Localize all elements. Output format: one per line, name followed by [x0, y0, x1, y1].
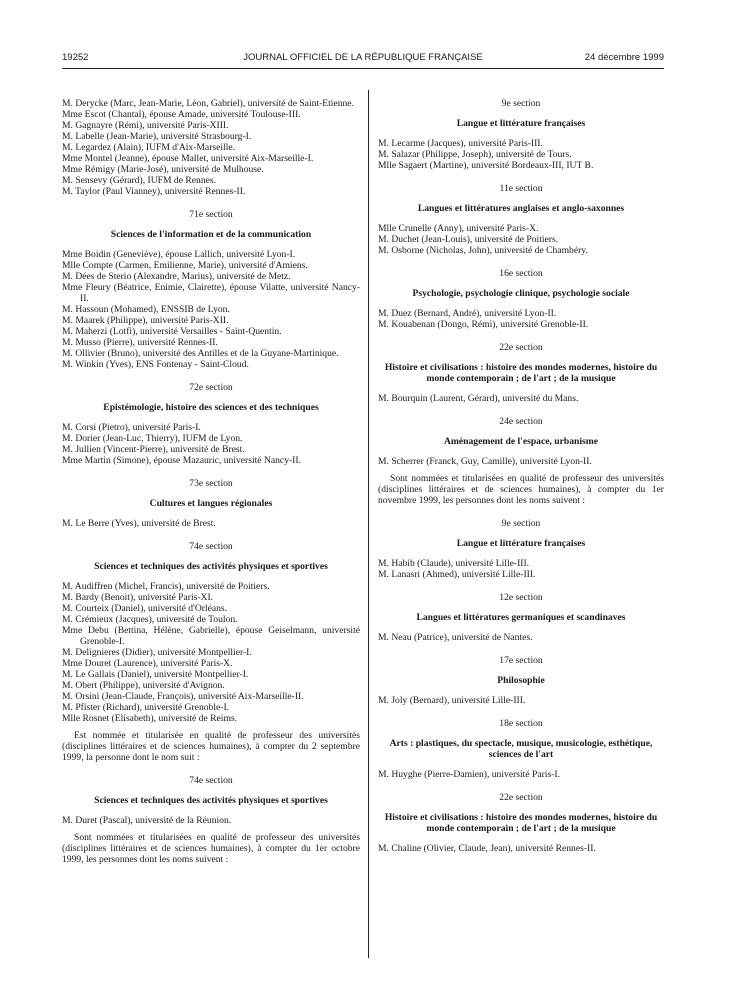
decree-paragraph: Sont nommées et titularisées en qualité de professeur des universités (disciplines littéraires et de sciences humaines), à compter du 1er novembre 1999, les personnes dont les noms suivent : — [378, 473, 664, 506]
appointment-entry: M. Orsini (Jean-Claude, François), université Aix-Marseille-II. — [62, 691, 304, 702]
appointment-entry: M. Obert (Philippe), université d'Avignon. — [62, 680, 225, 691]
section-heading: 22e section — [499, 342, 543, 353]
appointment-entry: Mlle Crunelle (Anny), université Paris-X. — [378, 223, 539, 234]
discipline-title: Langues et littératures anglaises et anglo-saxonnes — [417, 203, 625, 214]
appointment-entry: M. Bourquin (Laurent, Gérard), université du Mans. — [378, 393, 579, 404]
section-heading: 18e section — [499, 718, 543, 729]
discipline-title: Langues et littératures germaniques et scandinaves — [416, 612, 626, 623]
appointment-entry: M. Le Gallais (Daniel), université Montpellier-I. — [62, 669, 249, 680]
section-heading: 74e section — [189, 775, 233, 786]
appointment-entry: M. Taylor (Paul Vianney), université Rennes-II. — [62, 186, 246, 197]
section-heading: 16e section — [499, 268, 543, 279]
section-heading: 72e section — [189, 382, 233, 393]
decree-paragraph: Est nommée et titularisée en qualité de professeur des universités (disciplines littéraires et de sciences humaines), à compter du 2 septembre 1999, la personne dont le nom suit : — [62, 730, 360, 763]
appointment-entry: M. Crémieux (Jacques), université de Toulon. — [62, 614, 238, 625]
discipline-title: Sciences et techniques des activités physiques et sportives — [94, 795, 328, 806]
appointment-entry: M. Duez (Bernard, André), université Lyon-II. — [378, 308, 557, 319]
section-heading: 71e section — [189, 209, 233, 220]
appointment-entry: Mme Martin (Simone), épouse Mazauric, université Nancy-II. — [62, 455, 301, 466]
appointment-entry: Mlle Sagaert (Martine), université Bordeaux-III, IUT B. — [378, 160, 594, 171]
discipline-title: Langue et littérature françaises — [456, 118, 586, 129]
appointment-entry: M. Bardy (Benoit), université Paris-XI. — [62, 592, 214, 603]
appointment-entry: M. Corsi (Pietro), université Paris-I. — [62, 422, 201, 433]
appointment-entry: M. Maherzi (Lotfi), université Versailles - Saint-Quentin. — [62, 326, 282, 337]
section-heading: 24e section — [499, 416, 543, 427]
discipline-title: Cultures et langues régionales — [149, 498, 273, 509]
appointment-entry: M. Kouabenan (Dongo, Rémi), université Grenoble-II. — [378, 319, 589, 330]
section-heading: 9e section — [501, 518, 541, 529]
section-heading: 74e section — [189, 541, 233, 552]
discipline-title: Philosophie — [497, 675, 545, 686]
appointment-entry: M. Maarek (Philippe), université Paris-XII. — [62, 315, 229, 326]
appointment-entry: M. Hassoun (Mohamed), ENSSIB de Lyon. — [62, 304, 230, 315]
appointment-entry: M. Audiffren (Michel, Francis), université de Poitiers. — [62, 581, 270, 592]
appointment-entry: M. Lecarme (Jacques), université Paris-III. — [378, 138, 543, 149]
discipline-title: Sciences et techniques des activités physiques et sportives — [94, 561, 328, 572]
discipline-title: Langue et littérature françaises — [456, 538, 586, 549]
appointment-entry: M. Neau (Patrice), université de Nantes. — [378, 632, 533, 643]
appointment-entry: Mme Fleury (Béatrice, Enimie, Clairette), épouse Vilatte, université Nancy-II. — [62, 282, 360, 304]
appointment-entry: M. Legardez (Alain), IUFM d'Aix-Marseille. — [62, 142, 236, 153]
appointment-entry: M. Labelle (Jean-Marie), université Strasbourg-I. — [62, 131, 252, 142]
appointment-entry: M. Ollivier (Bruno), université des Antilles et de la Guyane-Martinique. — [62, 348, 339, 359]
section-heading: 12e section — [499, 592, 543, 603]
appointment-entry: M. Dées de Sterio (Alexandre, Marius), université de Metz. — [62, 271, 291, 282]
page-header — [62, 52, 664, 66]
appointment-entry: M. Delignieres (Didier), université Montpellier-I. — [62, 647, 252, 658]
journal-title: JOURNAL OFFICIEL DE LA RÉPUBLIQUE FRANÇAISE — [243, 52, 483, 63]
section-heading: 11e section — [499, 183, 543, 194]
appointment-entry: M. Duchet (Jean-Louis), université de Poitiers. — [378, 234, 559, 245]
appointment-entry: Mlle Compte (Carmen, Emilienne, Marie), université d'Amiens. — [62, 260, 308, 271]
appointment-entry: M. Salazar (Philippe, Joseph), université de Tours. — [378, 149, 572, 160]
discipline-title: Arts : plastiques, du spectacle, musique, musicologie, esthétique, sciences de l'art — [389, 738, 653, 760]
appointment-entry: Mme Escot (Chantal), épouse Amade, université Toulouse-III. — [62, 109, 301, 120]
appointment-entry: Mme Douret (Laurence), université Paris-X. — [62, 658, 233, 669]
discipline-title: Epistémologie, histoire des sciences et des techniques — [103, 402, 319, 413]
appointment-entry: M. Duret (Pascal), université de la Réunion. — [62, 815, 232, 826]
discipline-title: Histoire et civilisations : histoire des mondes modernes, histoire du monde contemporain ; de l'art ; de la musique — [384, 812, 658, 834]
right-column — [378, 98, 664, 854]
appointment-entry: M. Jullien (Vincent-Pierre), université de Brest. — [62, 444, 245, 455]
section-heading: 17e section — [499, 655, 543, 666]
appointment-entry: M. Gagnayre (Rémi), université Paris-XIII. — [62, 120, 229, 131]
section-heading: 73e section — [189, 478, 233, 489]
appointment-entry: M. Winkin (Yves), ENS Fontenay - Saint-Cloud. — [62, 359, 249, 370]
decree-paragraph: Sont nommées et titularisées en qualité de professeur des universités (disciplines littéraires et de sciences humaines), à compter du 1er octobre 1999, les personnes dont les noms suivent : — [62, 832, 360, 865]
appointment-entry: Mme Debu (Bettina, Hélène, Gabrielle), épouse Geiselmann, université Grenoble-I. — [62, 625, 360, 647]
appointment-entry: M. Habib (Claude), université Lille-III. — [378, 558, 530, 569]
appointment-entry: M. Musso (Pierre), université Rennes-II. — [62, 337, 218, 348]
appointment-entry: M. Le Berre (Yves), université de Brest. — [62, 518, 216, 529]
appointment-entry: M. Osborne (Nicholas, John), université de Chambéry. — [378, 245, 588, 256]
appointment-entry: M. Derycke (Marc, Jean-Marie, Léon, Gabriel), université de Saint-Etienne. — [62, 98, 354, 109]
appointment-entry: Mlle Rosnet (Elisabeth), université de Reims. — [62, 713, 238, 724]
appointment-entry: M. Courteix (Daniel), université d'Orléans. — [62, 603, 228, 614]
discipline-title: Histoire et civilisations : histoire des mondes modernes, histoire du monde contemporain ; de l'art ; de la musique — [384, 362, 658, 384]
section-heading: 9e section — [501, 98, 541, 109]
appointment-entry: M. Huyghe (Pierre-Damien), université Paris-I. — [378, 769, 560, 780]
appointment-entry: M. Lanasri (Ahmed), université Lille-III. — [378, 569, 536, 580]
appointment-entry: M. Joly (Bernard), université Lille-III. — [378, 695, 526, 706]
discipline-title: Aménagement de l'espace, urbanisme — [443, 436, 598, 447]
section-heading: 22e section — [499, 792, 543, 803]
page-number: 19252 — [62, 52, 89, 63]
header-rule — [62, 68, 664, 69]
appointment-entry: M. Sensevy (Gérard), IUFM de Rennes. — [62, 175, 217, 186]
appointment-entry: M. Pfister (Richard), université Grenoble-I. — [62, 702, 230, 713]
issue-date: 24 décembre 1999 — [584, 52, 664, 63]
column-divider — [368, 90, 369, 958]
appointment-entry: M. Scherrer (Franck, Guy, Camille), université Lyon-II. — [378, 456, 592, 467]
appointment-entry: M. Chaline (Olivier, Claude, Jean), université Rennes-II. — [378, 843, 596, 854]
appointment-entry: Mme Montel (Jeanne), épouse Mallet, université Aix-Marseille-I. — [62, 153, 314, 164]
discipline-title: Psychologie, psychologie clinique, psychologie sociale — [412, 288, 630, 299]
appointment-entry: Mme Boidin (Geneviève), épouse Lallich, université Lyon-I. — [62, 249, 296, 260]
appointment-entry: M. Dorier (Jean-Luc, Thierry), IUFM de Lyon. — [62, 433, 243, 444]
discipline-title: Sciences de l'information et de la communication — [110, 229, 312, 240]
left-column — [62, 98, 360, 873]
appointment-entry: Mme Rémigy (Marie-José), université de Mulhouse. — [62, 164, 264, 175]
